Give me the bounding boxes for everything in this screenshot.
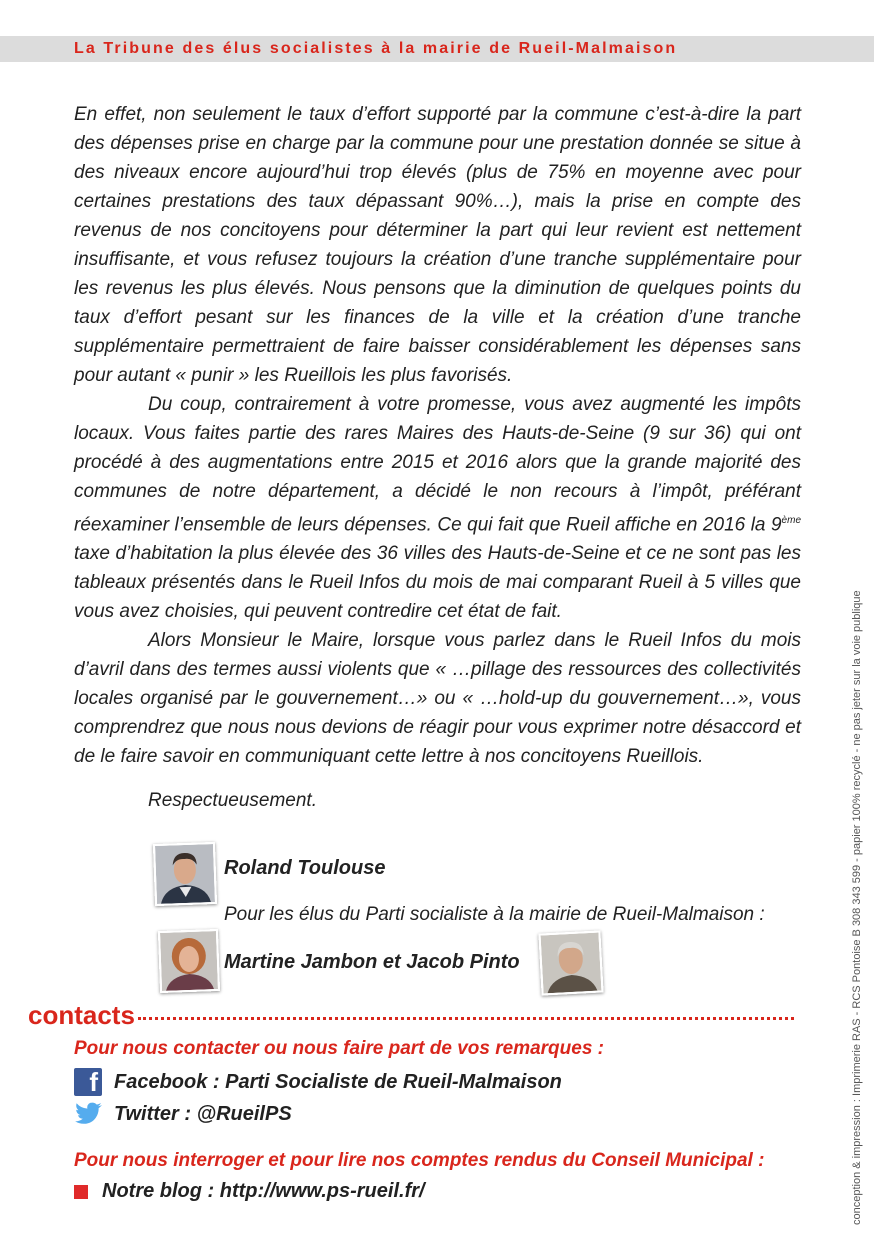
- facebook-label: Facebook : Parti Socialiste de Rueil-Malmaison: [114, 1070, 562, 1093]
- contact-intro: Pour nous contacter ou nous faire part de vos remarques :: [74, 1038, 605, 1059]
- letter-body: [74, 100, 801, 771]
- blog-label: Notre blog : http://www.ps-rueil.fr/: [102, 1180, 425, 1202]
- paragraph-1: En effet, non seulement le taux d’effort supporté par la commune c’est-à-dire la part des dépenses prise en charge par la commune pour une prestation donnée se situe à des niveaux encore aujourd’hui trop élevés (plus de 75% en moyenne avec pour certaines prestations des taux dépassant 90%…), mais la prise en compte des revenus de nos concitoyens pour déterminer la part qui leur revient est nettement insuffisante, et vous refusez toujours la création d’une tranche supplémentaire pour les revenus les plus élevés. Nous pensons que la diminution de quelques points du taux d’effort pesant sur les finances de la ville et la création d’une tranche supplémentaire permettraient de faire baisser considérablement les dépenses sans pour autant « punir » les Rueillois les plus favorisés.: [74, 104, 801, 386]
- facebook-icon: f: [74, 1068, 102, 1096]
- twitter-bird-icon: [74, 1101, 104, 1127]
- red-square-bullet-icon: [74, 1185, 88, 1199]
- paragraph-2-text-b: taxe d’habitation la plus élevée des 36 villes des Hauts-de-Seine et ce ne sont pas les tableaux présentés dans le Rueil Infos du mois de mai comparant Rueil à 5 villes que vous avez choisies, qui peuvent contredire cet état de fait.: [74, 543, 801, 623]
- dotted-leader: [138, 1017, 794, 1020]
- blog-contact[interactable]: [74, 1180, 425, 1203]
- signers-jambon-pinto: Martine Jambon et Jacob Pinto: [224, 951, 520, 973]
- twitter-contact[interactable]: [74, 1101, 292, 1127]
- ordinal-superscript: ème: [781, 515, 801, 526]
- signature-mention: Pour les élus du Parti socialiste à la mairie de Rueil-Malmaison :: [224, 904, 765, 925]
- closing-salutation: Respectueusement.: [148, 790, 317, 811]
- header-title: La Tribune des élus socialistes à la mairie de Rueil-Malmaison: [74, 40, 678, 57]
- printer-mention: conception & impression : Imprimerie RAS - RCS Pontoise B 308 343 599 - papier 100% recyclé - ne pas jeter sur la voie publique: [851, 590, 863, 1225]
- paragraph-3: Alors Monsieur le Maire, lorsque vous parlez dans le Rueil Infos du mois d’avril dans des termes aussi violents que « …pillage des ressources des collectivités locales organisé par le gouvernement…» ou « …hold-up du gouvernement…», vous comprendrez que nous nous devions de réagir pour vous exprimer notre désaccord et de le faire savoir en communiquant cette lettre à nos concitoyens Rueillois.: [74, 630, 801, 768]
- twitter-label: Twitter : @RueilPS: [114, 1102, 292, 1125]
- paragraph-2: [74, 390, 801, 626]
- signer-roland-toulouse: Roland Toulouse: [224, 857, 386, 879]
- portrait-martine-jambon: [158, 929, 220, 993]
- portrait-jacob-pinto: [538, 930, 603, 995]
- portrait-roland-toulouse: [153, 842, 217, 906]
- contact-question: Pour nous interroger et pour lire nos comptes rendus du Conseil Municipal :: [74, 1150, 765, 1171]
- paragraph-2-text-a: Du coup, contrairement à votre promesse, vous avez augmenté les impôts locaux. Vous faites partie des rares Maires des Hauts-de-Seine (9 sur 36) qui ont procédé à des augmentations entre 2015 et 2016 alors que la grande majorité des communes de notre département, a décidé le non recours à l’impôt, préférant réexaminer l’ensemble de leurs dépenses. Ce qui fait que Rueil affiche en 2016 la 9: [74, 394, 801, 536]
- contacts-heading: contacts: [28, 1000, 135, 1030]
- facebook-contact[interactable]: [74, 1068, 562, 1096]
